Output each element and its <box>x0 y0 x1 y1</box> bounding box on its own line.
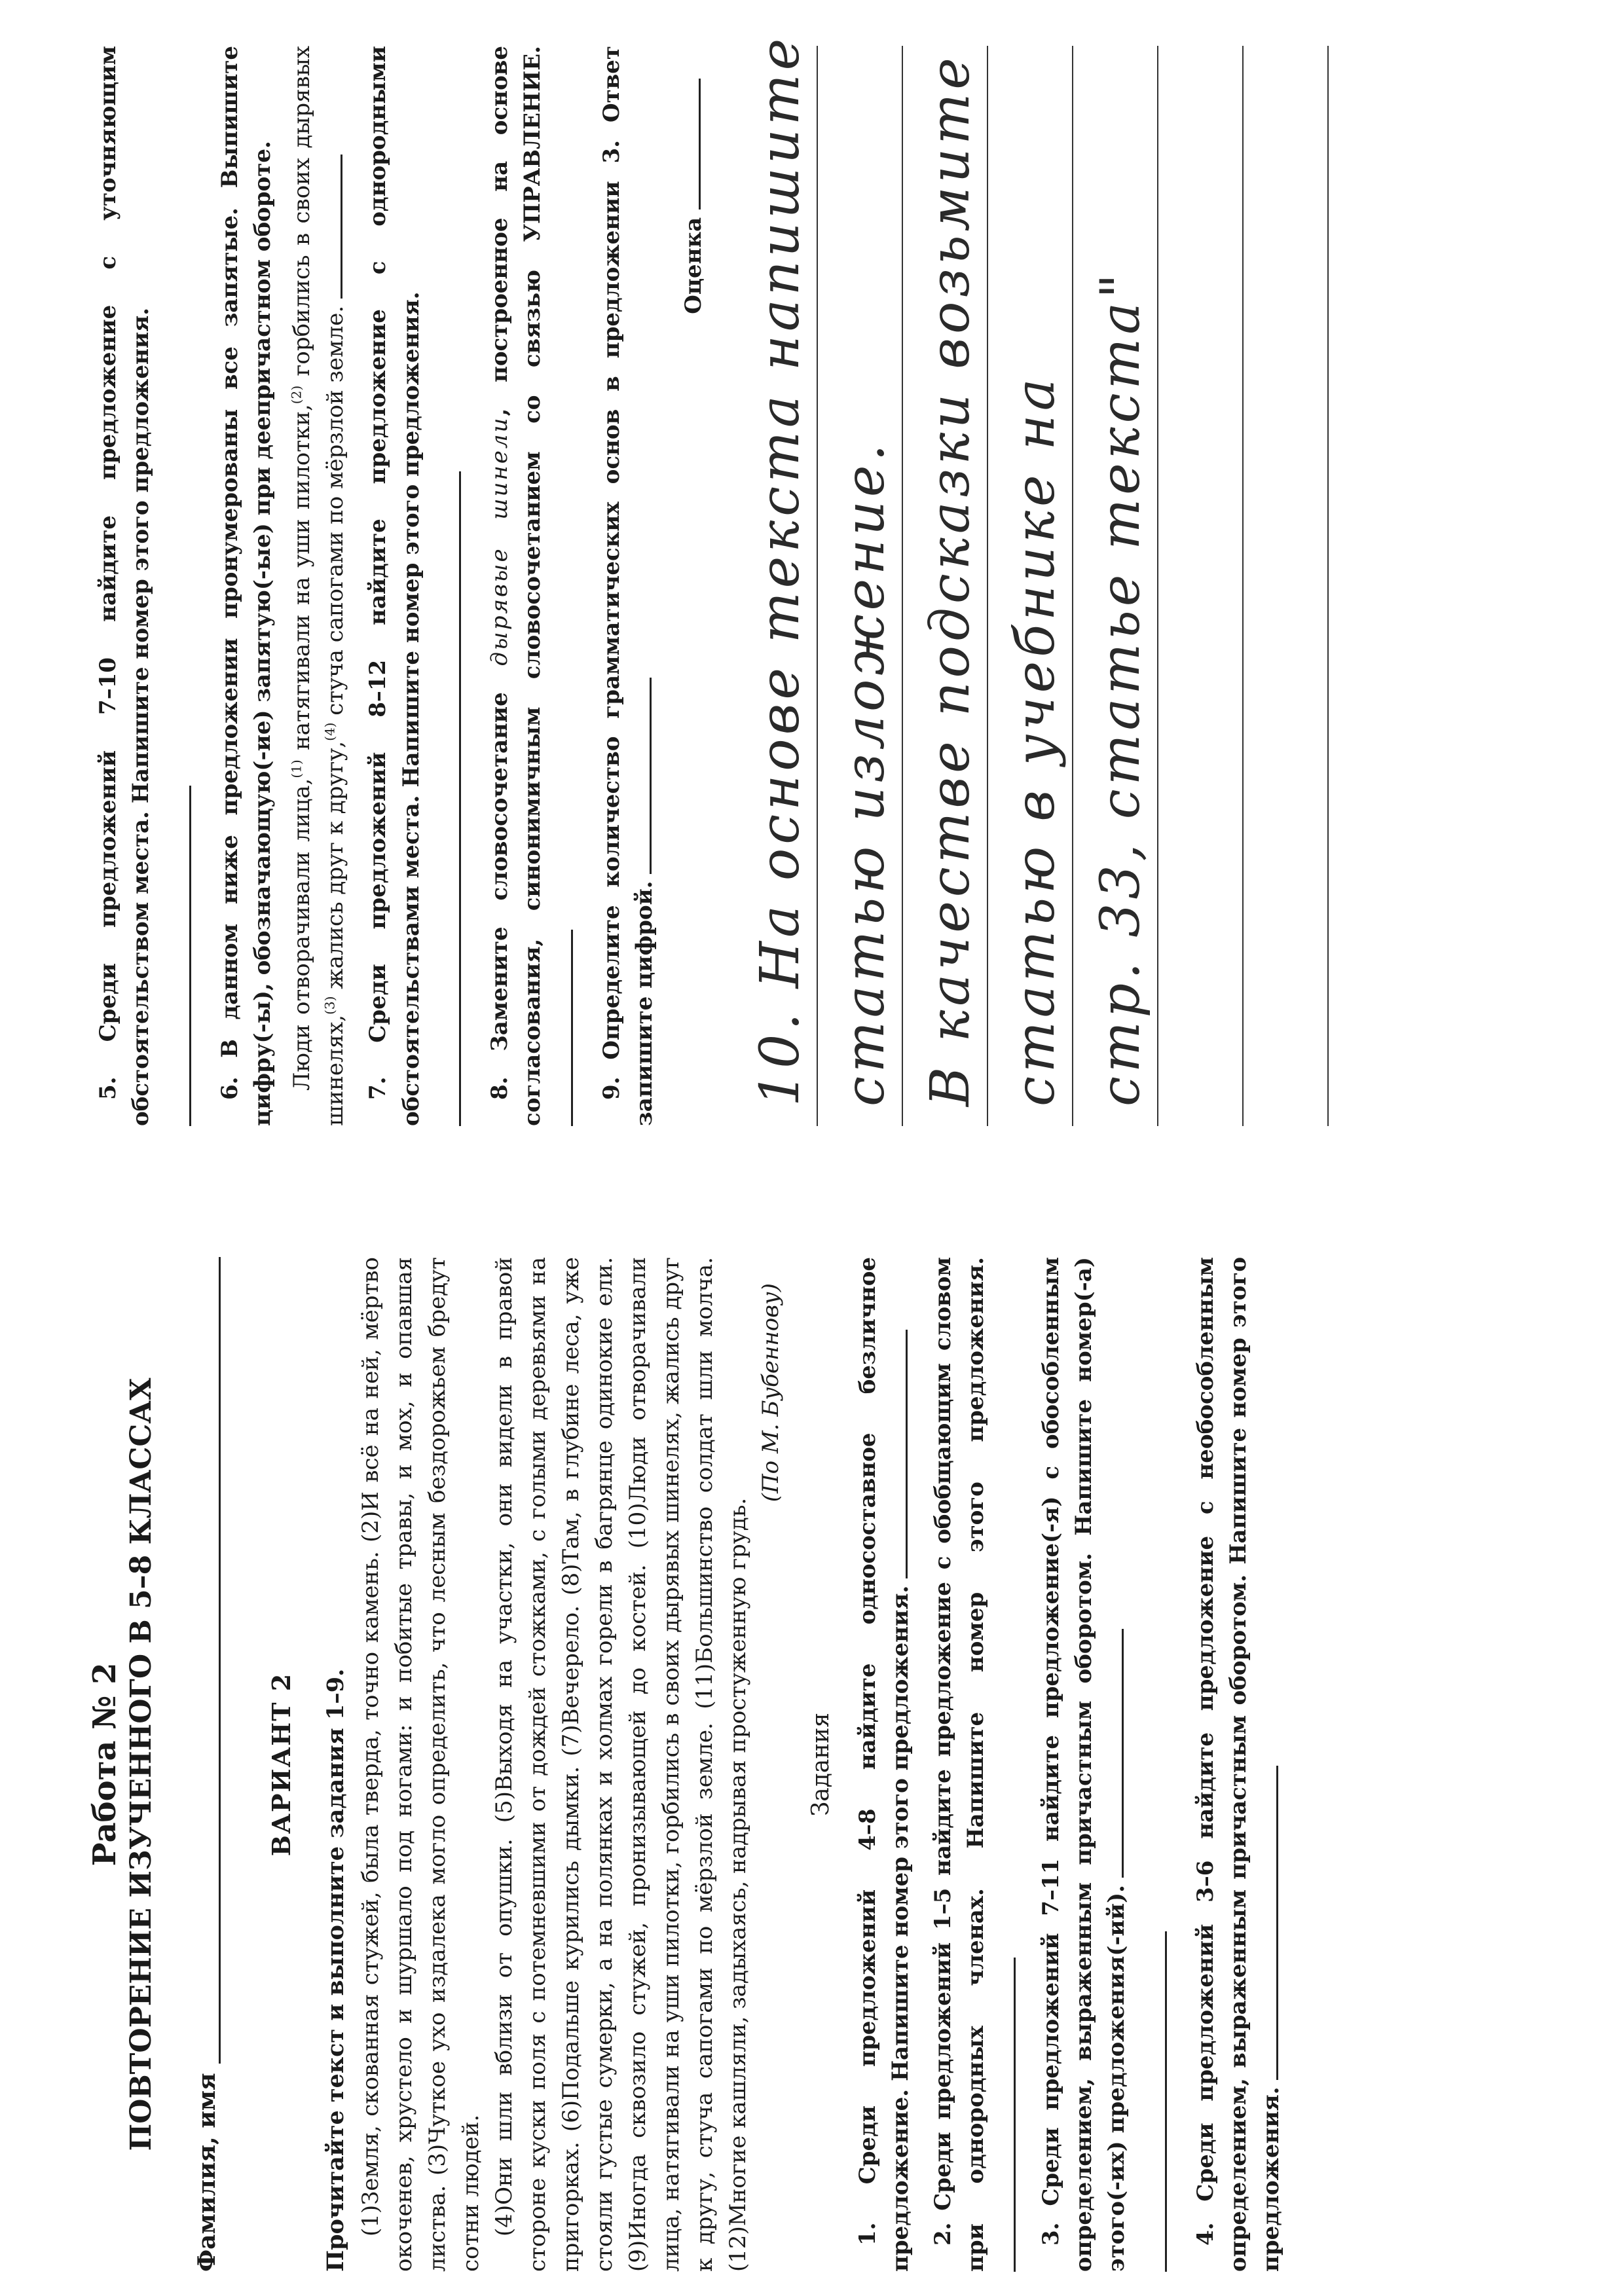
answer-line[interactable] <box>887 1330 908 1578</box>
task-number: 8. <box>486 1076 513 1100</box>
handwritten-line: стр. 33, статье текста" <box>1090 270 1153 1106</box>
task-text: Определите количество грамматических основ в предложении 3. Ответ запишите цифрой. <box>598 46 658 1126</box>
answer-line[interactable] <box>553 930 573 1126</box>
instruction: Прочитайте текст и выполните задания 1–9. <box>322 1668 349 2272</box>
task-6 <box>213 46 280 1126</box>
task-number: 9. <box>598 1076 625 1100</box>
task-number: 4. <box>1192 2222 1219 2246</box>
grade-field[interactable] <box>680 79 707 1126</box>
task-3 <box>1035 1257 1134 2272</box>
tasks-heading: Задания <box>807 1712 834 1817</box>
answer-line[interactable] <box>995 1958 1016 2272</box>
ruled-line[interactable] <box>1158 46 1244 1126</box>
handwritten-line: В качестве подсказки возьмите <box>919 54 982 1106</box>
task-9 <box>595 46 661 1126</box>
task-4 <box>1189 1257 1288 2272</box>
variant-heading: ВАРИАНТ 2 <box>267 1672 296 1857</box>
task-text: В данном ниже предложении пронумерованы все запятые. Выпишите цифру(-ы), обозначающую(-ие) запятую(-ые) при деепричастном обороте. <box>216 46 276 1126</box>
task-2 <box>927 1257 1025 2272</box>
task-1 <box>851 1257 917 2272</box>
answer-line[interactable] <box>1258 1766 1278 2080</box>
highlighted-phrase: дырявые шинели <box>486 416 513 666</box>
ruled-line[interactable] <box>903 46 988 1126</box>
task-number: 2. <box>929 2222 956 2246</box>
answer-line[interactable] <box>1103 1629 1124 1878</box>
task-text: Среди предложений 1–5 найдите предложение с обобщающим словом при однородных членах. Напишите номер этого предложения. <box>929 1256 989 2272</box>
text-author: (По М. Бубеннову) <box>758 1283 784 1503</box>
ruled-line[interactable] <box>1244 46 1329 1126</box>
name-blank-line[interactable] <box>199 1257 221 2064</box>
worksheet-page-2 <box>92 34 1532 1126</box>
task-7 <box>361 46 428 1126</box>
grade-blank-line[interactable] <box>680 79 701 210</box>
worksheet-page-1 <box>85 1257 1500 2272</box>
answer-line[interactable] <box>322 155 342 299</box>
task-text: Среди предложений 7–11 найдите предложение(-я) с обособленным определением, выраженным причастным оборотом. Напишите номер(-а) этого(-их) предложения(-ий). <box>1037 1257 1130 2272</box>
answer-line[interactable] <box>433 471 461 1126</box>
handwritten-line: статью изложение. <box>834 440 897 1106</box>
task-number: 3. <box>1037 2222 1064 2246</box>
task-number: 6. <box>216 1076 243 1100</box>
ruled-line[interactable] <box>988 46 1073 1126</box>
ruled-line[interactable] <box>1073 46 1158 1126</box>
answer-line[interactable] <box>163 786 191 1126</box>
ruled-line[interactable] <box>733 34 818 1126</box>
task-number: 5. <box>95 1076 121 1100</box>
task-text: Среди предложений 3–6 найдите предложение с необособленным определением, выраженным причастным оборотом. Напишите номер этого предложения. <box>1192 1257 1285 2272</box>
task-5 <box>92 46 158 1126</box>
handwritten-line: статью в учебнике на <box>1005 374 1067 1106</box>
task-8: 8. Замените словосочетание дырявые шинели, построенное на основе согласования, синонимичным словосочетанием со связью УПРАВЛЕНИЕ. <box>483 46 582 1126</box>
text-paragraph-2: (4)Они шли вблизи от опушки. (5)Выходя на участки, они видели в правой стороне куски поля с потемневшими от дождей стожками, с голыми деревьями на пригорках. (6)Подальше курились дымки. (7)Вечерело. (8)Там, в глубине леса, уже стояли густые сумерки, а на полянках и холмах горели в багрянце одинокие ели. (9)Иногда сквозило стужей, пронизывающей до костей. (10)Люди отворачивали лица, натягивали на уши пилотки, горбились в своих дырявых шинелях, жались друг к другу, стуча сапогами по мёрзлой земле. (11)Большинство солдат шли молча. (12)Многие кашляли, задыхаясь, надрывая простуженную грудь. <box>491 1257 751 2272</box>
grade-label: Оценка <box>680 217 707 314</box>
task-text: Среди предложений 7–10 найдите предложение с уточняющим обстоятельством места. Напишите номер этого предложения. <box>95 46 155 1126</box>
work-title: Работа № 2 <box>86 1662 123 1867</box>
task-text: Среди предложений 4–8 найдите односоставное безличное предложение. Напишите номер этого предложения. <box>855 1257 914 2272</box>
handwritten-answer-area[interactable] <box>733 34 1329 1126</box>
ruled-line[interactable] <box>818 46 903 1126</box>
separator-line <box>1139 1931 1167 2272</box>
numbered-sentence: Люди отворачивали лица,$^{(1)}$ натягивали на уши пилотки,$^{(2)}$ горбились в своих дырявых шинелях,$^{(3)}$ жались друг к другу,$^{(4)}$ стуча сапогами по мёрзлой земле. <box>288 46 349 1126</box>
name-label: Фамилия, имя <box>193 2073 221 2272</box>
task-number: 1. <box>855 2222 881 2246</box>
task-number: 7. <box>365 1076 392 1100</box>
task-text: Среди предложений 8–12 найдите предложение с однородными обстоятельствами места. Напишите номер этого предложения. <box>365 46 424 1126</box>
answer-line[interactable] <box>631 678 652 874</box>
text-paragraph-1: (1)Земля, скованная стужей, была тверда, точно камень. (2)И всё на ней, мёртво окоченев, хрустело и шуршало под ногами: и побитые травы, и мох, и опавшая листва. (3)Чуткое ухо издалека могло определить, что лесным бездорожьем бредут сотни людей. <box>358 1257 484 2272</box>
work-subtitle: ПОВТОРЕНИЕ ИЗУЧЕННОГО В 5–8 КЛАССАХ <box>124 1377 158 2151</box>
handwritten-line: 10. На основе текста напишите <box>749 34 812 1106</box>
name-field[interactable] <box>193 1257 221 2272</box>
